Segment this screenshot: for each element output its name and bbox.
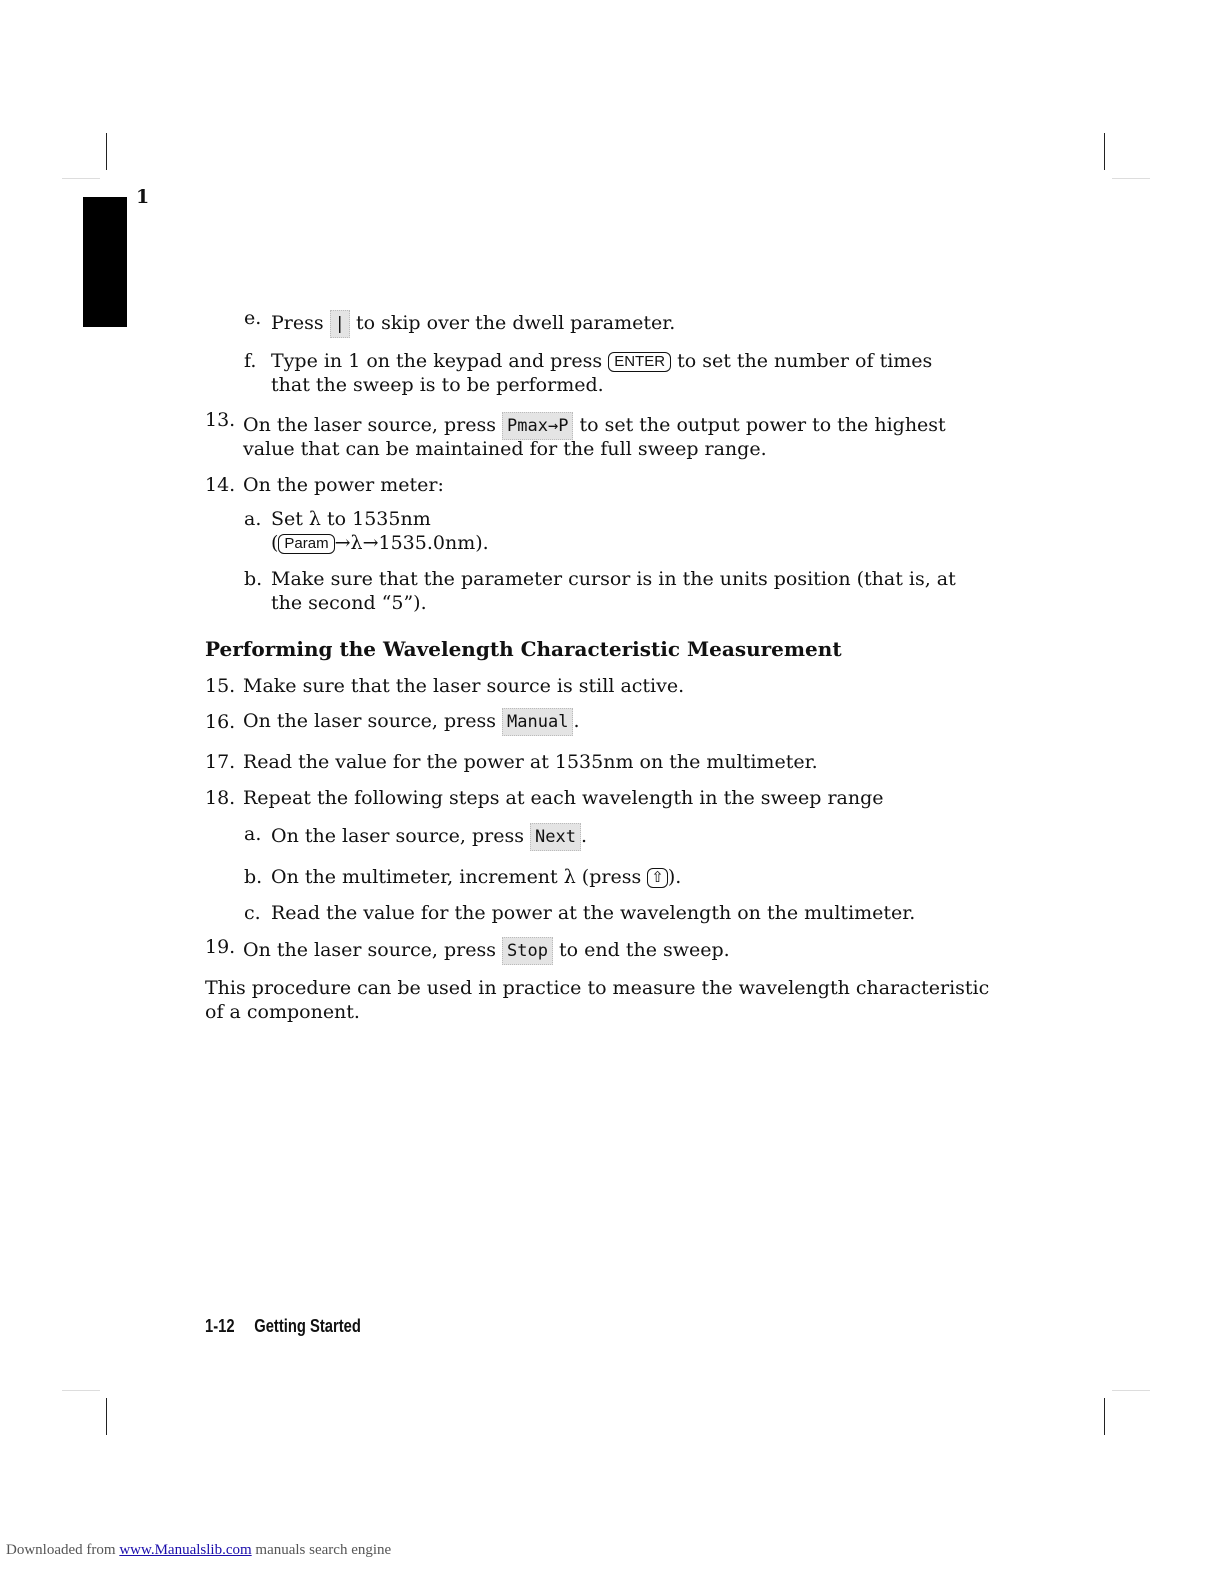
step-e-text <box>271 310 675 338</box>
download-prefix: Downloaded from <box>6 1542 116 1558</box>
step-label: a. <box>244 508 262 530</box>
up-arrow-key: ⇧ <box>647 868 668 888</box>
page-footer <box>205 1316 361 1337</box>
step-text: to set the output power to the highest <box>579 414 946 436</box>
enter-key: ENTER <box>608 352 671 372</box>
step-14a-line2 <box>271 531 489 555</box>
step-14b-line1: Make sure that the parameter cursor is in the units position (that is, at <box>271 568 956 590</box>
step-label: b. <box>244 866 263 888</box>
stop-softkey: Stop <box>502 937 553 965</box>
closing-line1: This procedure can be used in practice to measure the wavelength characteristic <box>205 977 990 999</box>
step-17-text: Read the value for the power at 1535nm on the multimeter. <box>243 751 818 773</box>
step-text: On the multimeter, increment λ (press <box>271 866 642 888</box>
closing-line2: of a component. <box>205 1001 360 1023</box>
step-label: b. <box>244 568 263 590</box>
crop-mark <box>1104 133 1105 170</box>
step-f-line2: that the sweep is to be performed. <box>271 374 604 396</box>
step-label: c. <box>244 902 261 924</box>
manualslib-link[interactable]: www.Manualslib.com <box>119 1542 252 1558</box>
step-f-line1 <box>271 349 932 373</box>
step-18a-text <box>271 823 587 851</box>
step-16-text <box>243 708 580 736</box>
crop-mark <box>1104 1398 1105 1435</box>
step-label: 19. <box>205 936 236 958</box>
step-text: . <box>573 710 580 732</box>
step-text: to set the number of times <box>677 350 933 372</box>
step-text: On the laser source, press <box>271 825 524 847</box>
crop-mark <box>62 178 100 179</box>
param-key: Param <box>278 534 334 554</box>
download-note <box>6 1542 391 1559</box>
section-heading: Performing the Wavelength Characteristic Measurement <box>205 637 842 661</box>
page-number: 1-12 <box>205 1316 235 1336</box>
step-text: Type in 1 on the keypad and press <box>271 350 603 372</box>
section-name: Getting Started <box>254 1316 361 1336</box>
step-text: On the laser source, press <box>243 414 496 436</box>
step-text: to skip over the dwell parameter. <box>355 312 676 334</box>
crop-mark <box>62 1390 100 1391</box>
manual-softkey: Manual <box>502 708 573 736</box>
next-softkey: Next <box>530 823 581 851</box>
step-text: to end the sweep. <box>559 939 730 961</box>
crop-mark <box>1112 1390 1150 1391</box>
step-text: On the laser source, press <box>243 710 496 732</box>
crop-mark <box>106 1398 107 1435</box>
step-label: e. <box>244 307 262 329</box>
step-18c-text: Read the value for the power at the wavelength on the multimeter. <box>271 902 916 924</box>
pmax-softkey: Pmax→P <box>502 412 573 440</box>
step-label: f. <box>244 350 257 372</box>
step-label: 18. <box>205 787 236 809</box>
step-label: 16. <box>205 711 236 733</box>
download-suffix: manuals search engine <box>255 1542 392 1558</box>
step-14b-line2: the second “5”). <box>271 592 427 614</box>
crop-mark <box>1112 178 1150 179</box>
down-softkey: | <box>330 310 350 338</box>
step-19-text <box>243 937 730 965</box>
step-14a-line1: Set λ to 1535nm <box>271 508 431 530</box>
chapter-number: 1 <box>136 186 150 208</box>
step-13-line2: value that can be maintained for the full sweep range. <box>243 438 767 460</box>
step-text: ( <box>271 532 279 554</box>
step-text: ). <box>667 866 682 888</box>
step-18-text: Repeat the following steps at each wavelength in the sweep range <box>243 787 884 809</box>
step-text: On the laser source, press <box>243 939 496 961</box>
step-label: a. <box>244 823 262 845</box>
step-label: 15. <box>205 675 236 697</box>
step-label: 13. <box>205 409 236 431</box>
step-label: 17. <box>205 751 236 773</box>
step-18b-text <box>271 865 681 889</box>
chapter-tab <box>83 197 127 327</box>
step-label: 14. <box>205 474 236 496</box>
step-14-text: On the power meter: <box>243 474 444 496</box>
step-text: . <box>581 825 588 847</box>
crop-mark <box>106 133 107 170</box>
step-15-text: Make sure that the laser source is still active. <box>243 675 685 697</box>
step-text: Press <box>271 312 324 334</box>
step-13-line1 <box>243 412 946 440</box>
step-text: →λ→1535.0nm). <box>334 532 489 554</box>
